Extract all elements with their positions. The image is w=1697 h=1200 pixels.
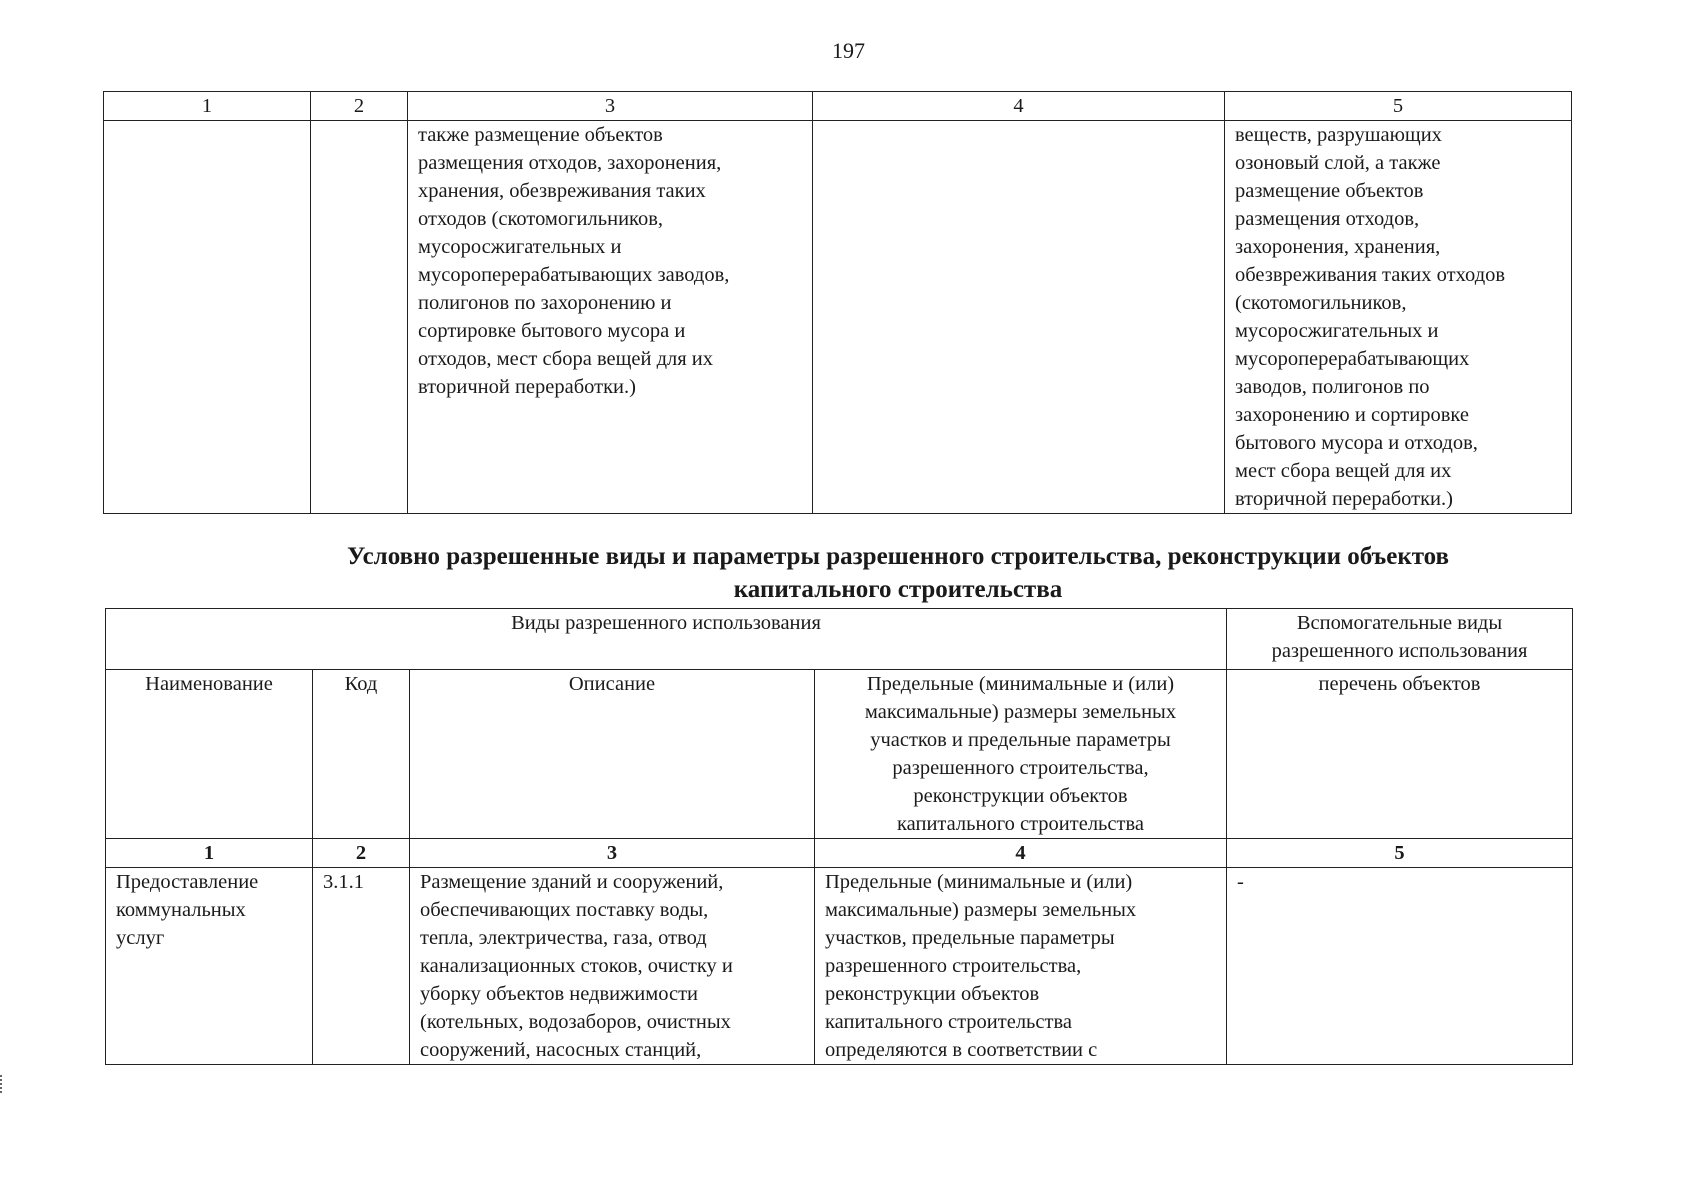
column-number: 4 [813,92,1225,121]
header-name: Наименование [106,670,313,839]
column-number: 4 [815,839,1227,868]
auxiliary-uses-header: Вспомогательные виды разрешенного использования [1227,609,1573,670]
table-row [104,121,1572,514]
column-number: 3 [410,839,815,868]
cell-name [104,121,311,514]
continued-table [103,91,1572,514]
header-code: Код [313,670,410,839]
column-number: 1 [104,92,311,121]
cell-description: также размещение объектов размещения отходов, захоронения, хранения, обезвреживания таких отходов (скотомогильников, мусоросжигательных и мусороперерабатывающих заводов, полигонов по захоронению и сортировке бытового мусора и отходов, мест сбора вещей для их вторичной переработки.) [408,121,813,514]
cell-code: 3.1.1 [313,868,410,1065]
main-uses-header: Виды разрешенного использования [106,609,1227,670]
section-heading: Условно разрешенные виды и параметры разрешенного строительства, реконструкции объектов капитального строительства [346,543,1450,603]
column-number: 5 [1225,92,1572,121]
cell-limits: Предельные (минимальные и (или) максимальные) размеры земельных участков, предельные параметры разрешенного строительства, реконструкции объектов капитального строительства определяются в соответствии с [815,868,1227,1065]
column-number: 3 [408,92,813,121]
column-number-row [104,92,1572,121]
table-row [106,868,1573,1065]
column-number: 2 [313,839,410,868]
cell-name: Предоставление коммунальных услуг [106,868,313,1065]
cell-objects: веществ, разрушающих озоновый слой, а также размещение объектов размещения отходов, захоронения, хранения, обезвреживания таких отходов (скотомогильников, мусоросжигательных и мусороперерабатывающих заводов, полигонов по захоронению и сортировке бытового мусора и отходов, мест сбора вещей для их вторичной переработки.) [1225,121,1572,514]
header-description: Описание [410,670,815,839]
header-objects: перечень объектов [1227,670,1573,839]
cell-objects: - [1227,868,1573,1065]
conditional-use-table [105,608,1573,1065]
column-number: 5 [1227,839,1573,868]
cell-code [311,121,408,514]
page-number: 197 [832,38,865,63]
column-number: 2 [311,92,408,121]
column-header-row [106,670,1573,839]
scan-margin-mark [0,1075,6,1093]
column-number-row [106,839,1573,868]
cell-description: Размещение зданий и сооружений, обеспечивающих поставку воды, тепла, электричества, газа, отвод канализационных стоков, очистку и уборку объектов недвижимости (котельных, водозаборов, очистных сооружений, насосных станций, [410,868,815,1065]
header-limits: Предельные (минимальные и (или) максимальные) размеры земельных участков и предельные параметры разрешенного строительства, реконструкции объектов капитального строительства [815,670,1227,839]
column-number: 1 [106,839,313,868]
group-header-row [106,609,1573,670]
cell-limits [813,121,1225,514]
